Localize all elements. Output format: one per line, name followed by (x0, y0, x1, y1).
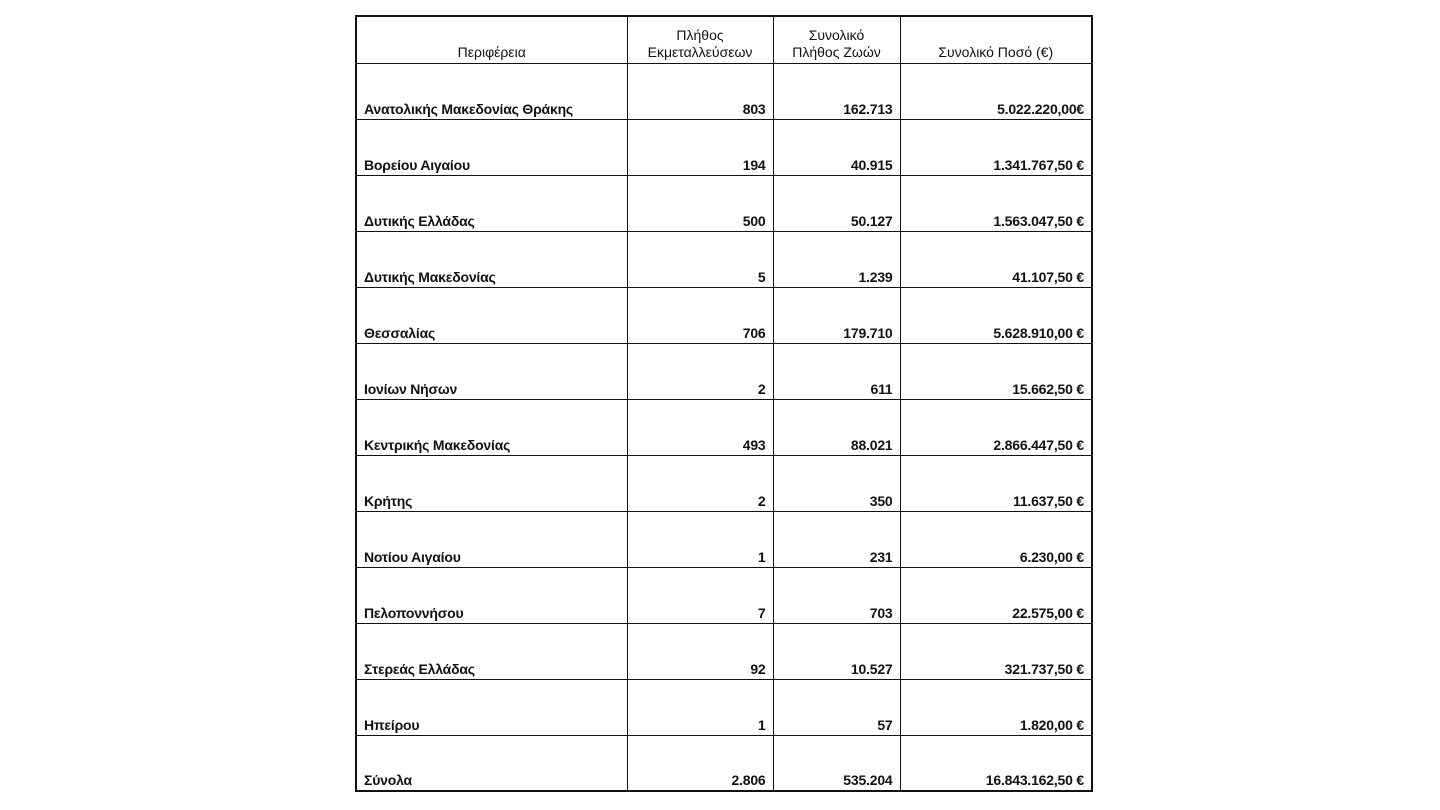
amount-cell: 22.575,00 € (900, 568, 1092, 624)
table-row (356, 624, 1092, 680)
table-row (356, 680, 1092, 736)
column-header-animals-line-1: Συνολικό (808, 27, 865, 43)
animals-cell: 40.915 (773, 120, 900, 176)
column-header-region-line-1: Περιφέρεια (457, 44, 526, 60)
amount-cell: 1.341.767,50 € (900, 120, 1092, 176)
region-cell: Κρήτης (356, 456, 627, 512)
column-header-farms-line-2: Εκμεταλλεύσεων (647, 44, 753, 60)
region-cell: Κεντρικής Μακεδονίας (356, 400, 627, 456)
table-row (356, 456, 1092, 512)
region-cell: Βορείου Αιγαίου (356, 120, 627, 176)
region-cell: Ηπείρου (356, 680, 627, 736)
table-row (356, 288, 1092, 344)
animals-cell: 179.710 (773, 288, 900, 344)
totals-label: Σύνολα (356, 736, 627, 792)
farms-cell: 803 (627, 64, 773, 120)
amount-cell: 321.737,50 € (900, 624, 1092, 680)
table-row (356, 568, 1092, 624)
farms-cell: 7 (627, 568, 773, 624)
amount-cell: 5.628.910,00 € (900, 288, 1092, 344)
amount-cell: 41.107,50 € (900, 232, 1092, 288)
region-cell: Νοτίου Αιγαίου (356, 512, 627, 568)
table-body (356, 64, 1092, 792)
region-cell: Θεσσαλίας (356, 288, 627, 344)
farms-cell: 1 (627, 680, 773, 736)
column-header-animals-line-2: Πλήθος Ζωών (792, 44, 881, 60)
totals-row (356, 736, 1092, 792)
farms-cell: 493 (627, 400, 773, 456)
animals-cell: 231 (773, 512, 900, 568)
amount-cell: 2.866.447,50 € (900, 400, 1092, 456)
region-cell: Ιονίων Νήσων (356, 344, 627, 400)
farms-cell: 706 (627, 288, 773, 344)
farms-cell: 2 (627, 456, 773, 512)
table-row (356, 176, 1092, 232)
amount-cell: 1.820,00 € (900, 680, 1092, 736)
animals-cell: 703 (773, 568, 900, 624)
table-row (356, 344, 1092, 400)
region-cell: Στερεάς Ελλάδας (356, 624, 627, 680)
region-cell: Πελοποννήσου (356, 568, 627, 624)
farms-cell: 92 (627, 624, 773, 680)
animals-cell: 611 (773, 344, 900, 400)
column-header-amount (900, 16, 1092, 64)
table-row (356, 512, 1092, 568)
table-header (356, 16, 1092, 64)
column-header-amount-line-1: Συνολικό Ποσό (€) (938, 44, 1054, 60)
header-row (356, 16, 1092, 64)
amount-cell: 1.563.047,50 € (900, 176, 1092, 232)
amount-cell: 11.637,50 € (900, 456, 1092, 512)
farms-cell: 5 (627, 232, 773, 288)
animals-cell: 57 (773, 680, 900, 736)
column-header-region (356, 16, 627, 64)
animals-cell: 1.239 (773, 232, 900, 288)
farms-cell: 1 (627, 512, 773, 568)
column-header-animals (773, 16, 900, 64)
farms-cell: 2 (627, 344, 773, 400)
column-header-farms (627, 16, 773, 64)
totals-animals: 535.204 (773, 736, 900, 792)
animals-cell: 350 (773, 456, 900, 512)
amount-cell: 5.022.220,00€ (900, 64, 1092, 120)
table-row (356, 64, 1092, 120)
table-row (356, 120, 1092, 176)
document-sheet (355, 15, 1093, 792)
column-header-farms-line-1: Πλήθος (676, 27, 724, 43)
animals-cell: 10.527 (773, 624, 900, 680)
farms-cell: 500 (627, 176, 773, 232)
totals-farms: 2.806 (627, 736, 773, 792)
table-row (356, 400, 1092, 456)
animals-cell: 50.127 (773, 176, 900, 232)
amount-cell: 6.230,00 € (900, 512, 1092, 568)
totals-amount: 16.843.162,50 € (900, 736, 1092, 792)
region-cell: Ανατολικής Μακεδονίας Θράκης (356, 64, 627, 120)
animals-cell: 88.021 (773, 400, 900, 456)
amount-cell: 15.662,50 € (900, 344, 1092, 400)
region-cell: Δυτικής Μακεδονίας (356, 232, 627, 288)
table-row (356, 232, 1092, 288)
subsidy-table (355, 15, 1093, 792)
farms-cell: 194 (627, 120, 773, 176)
animals-cell: 162.713 (773, 64, 900, 120)
region-cell: Δυτικής Ελλάδας (356, 176, 627, 232)
